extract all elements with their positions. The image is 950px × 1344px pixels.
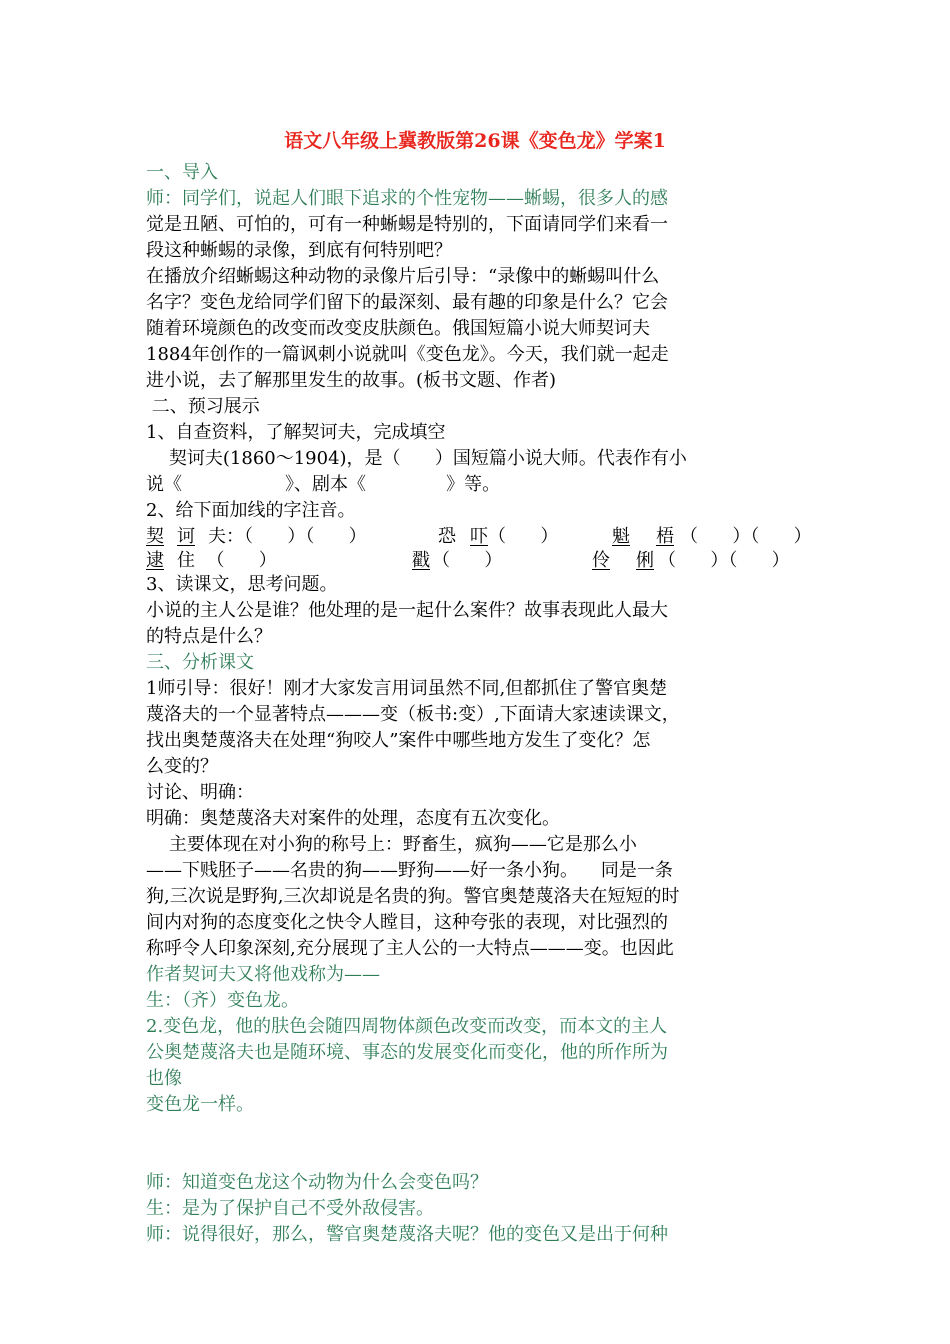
paragraph-line: 公奥楚蔑洛夫也是随环境、事态的发展变化而变化，他的所作所为 [146, 1042, 668, 1063]
paragraph-line: 的特点是什么？ [146, 626, 272, 647]
paragraph-line: 2.变色龙，他的肤色会随四周物体颜色改变而改变，而本文的主人 [146, 1016, 668, 1037]
paragraph-line: 么变的？ [146, 756, 218, 777]
paragraph-line: 觉是丑陋、可怕的，可有一种蜥蜴是特别的，下面请同学们来看一 [146, 214, 668, 235]
underlined-char: 梧 [656, 526, 674, 547]
section-heading: 一、导入 [146, 162, 218, 183]
paragraph-line: 主要体现在对小狗的称号上：野畜生，疯狗——它是那么小 [146, 834, 637, 855]
paragraph-line: 1、自查资料，了解契诃夫，完成填空 [146, 422, 446, 443]
pinyin-blank: （ ）（ ） [658, 550, 790, 571]
paragraph-line: 段这种蜥蜴的录像，到底有何特别吧？ [146, 240, 452, 261]
paragraph-line: 进小说，去了解那里发生的故事。(板书文题、作者) [146, 370, 557, 391]
fill-blank-line: 说《 》、剧本《 》等。 [146, 474, 501, 495]
underlined-char: 吓 [470, 526, 488, 547]
underlined-char: 诃 [177, 526, 195, 547]
pinyin-blank: （ ） [488, 526, 559, 547]
paragraph-line: 1884年创作的一篇讽刺小说就叫《变色龙》。今天，我们就一起走 [146, 344, 669, 365]
pinyin-blank: 住 （ ） [177, 550, 277, 571]
paragraph-line: 作者契诃夫又将他戏称为—— [146, 964, 380, 985]
fill-blank-line: 契诃夫(1860～1904)，是（ ）国短篇小说大师。代表作有小 [146, 448, 687, 469]
section-heading: 二、预习展示 [146, 396, 260, 417]
plain-char: 恐 [438, 526, 456, 547]
paragraph-line: 随着环境颜色的改变而改变皮肤颜色。俄国短篇小说大师契诃夫 [146, 318, 650, 339]
paragraph-line: 师：说得很好，那么，警官奥楚蔑洛夫呢？他的变色又是出于何种 [146, 1224, 668, 1245]
underlined-char: 俐 [636, 550, 654, 571]
paragraph-line: 师：知道变色龙这个动物为什么会变色吗？ [146, 1172, 488, 1193]
underlined-char: 戳 [412, 550, 430, 571]
underlined-char: 契 [146, 526, 164, 547]
underlined-char: 逮 [146, 550, 164, 571]
document-title: 语文八年级上冀教版第26课《变色龙》学案1 [284, 130, 666, 152]
paragraph-line: 间内对狗的态度变化之快令人瞠目，这种夸张的表现，对比强烈的 [146, 912, 668, 933]
paragraph-line: 蔑洛夫的一个显著特点———变（板书:变）,下面请大家速读课文， [146, 704, 680, 725]
paragraph-line: 2、给下面加线的字注音。 [146, 500, 356, 521]
paragraph-line: 3、读课文，思考问题。 [146, 574, 338, 595]
paragraph-line: 讨论、明确： [146, 782, 254, 803]
paragraph-line: 明确：奥楚蔑洛夫对案件的处理，态度有五次变化。 [146, 808, 560, 829]
paragraph-line: 找出奥楚蔑洛夫在处理“狗咬人”案件中哪些地方发生了变化？怎 [146, 730, 651, 751]
paragraph-line: 变色龙一样。 [146, 1094, 254, 1115]
pinyin-blank: 夫：（ ）（ ） [208, 526, 367, 547]
paragraph-line: 狗,三次说是野狗,三次却说是名贵的狗。警官奥楚蔑洛夫在短短的时 [146, 886, 680, 907]
paragraph-line: 生：是为了保护自己不受外敌侵害。 [146, 1198, 434, 1219]
paragraph-line: 小说的主人公是谁？他处理的是一起什么案件？故事表现此人最大 [146, 600, 668, 621]
paragraph-line: 1师引导：很好！刚才大家发言用词虽然不同,但都抓住了警官奥楚 [146, 678, 668, 699]
underlined-char: 魁 [612, 526, 630, 547]
paragraph-line: 师：同学们，说起人们眼下追求的个性宠物——蜥蜴，很多人的感 [146, 188, 668, 209]
underlined-char: 伶 [592, 550, 610, 571]
paragraph-line: 也像 [146, 1068, 182, 1089]
section-heading: 三、分析课文 [146, 652, 254, 673]
paragraph-line: ——下贱胚子——名贵的狗——野狗——好一条小狗。 同是一条 [146, 860, 673, 881]
paragraph-line: 生：（齐）变色龙。 [146, 990, 299, 1011]
paragraph-line: 在播放介绍蜥蜴这种动物的录像片后引导：“录像中的蜥蜴叫什么 [146, 266, 660, 287]
pinyin-blank: （ ）（ ） [680, 526, 812, 547]
paragraph-line: 名字？变色龙给同学们留下的最深刻、最有趣的印象是什么？它会 [146, 292, 668, 313]
paragraph-line: 称呼令人印象深刻,充分展现了主人公的一大特点———变。也因此 [146, 938, 674, 959]
pinyin-blank: （ ） [432, 550, 503, 571]
